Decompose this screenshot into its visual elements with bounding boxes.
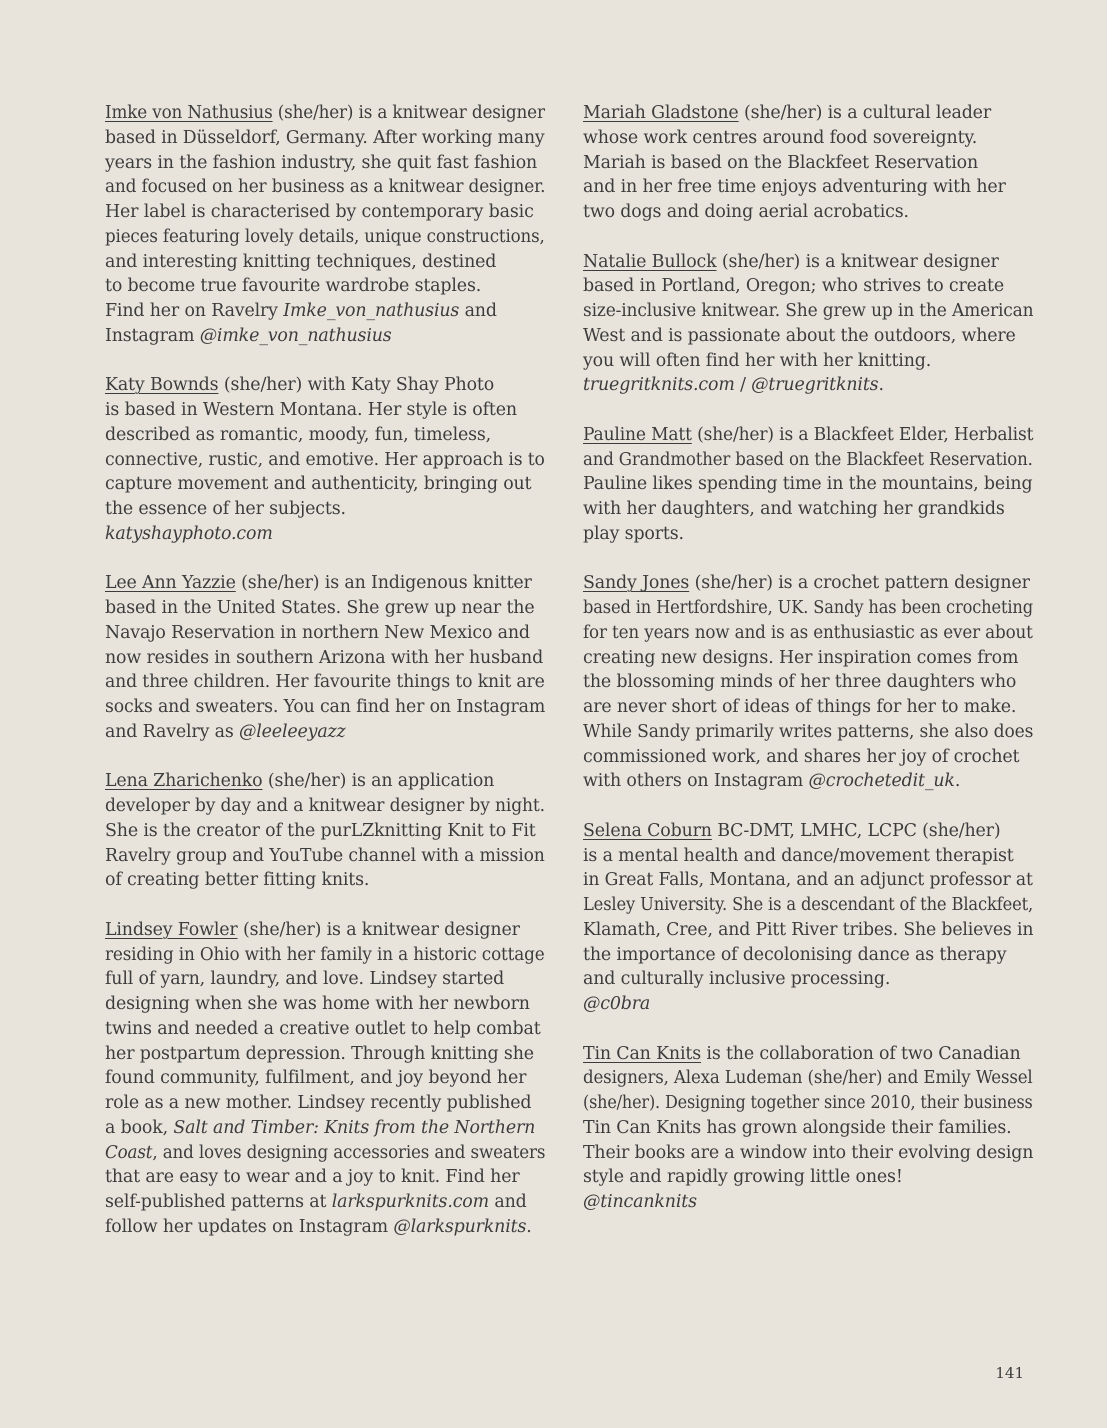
bio-line: [105, 596, 545, 621]
bio-line: [105, 868, 545, 893]
bio-text: follow her updates on Instagram: [105, 1216, 394, 1237]
bio-line: [105, 819, 545, 844]
contributor-bio: [583, 250, 1033, 399]
bio-text: full of yarn, laundry, and love. Lindsey started: [105, 969, 505, 990]
contributor-name: Katy Bownds: [105, 375, 219, 396]
bio-text: in Great Falls, Montana, and an adjunct professor at: [583, 870, 1033, 891]
bio-text: and: [459, 301, 497, 321]
bio-line: [105, 918, 545, 943]
bio-line: [105, 448, 545, 473]
bio-line: [105, 175, 546, 200]
bio-line: [105, 497, 545, 522]
bio-line: [583, 1116, 1033, 1141]
bio-line: [583, 200, 1033, 225]
bio-text: (she/her) is a knitwear designer: [721, 251, 999, 272]
bio-line: [105, 1215, 545, 1240]
bio-line: [105, 720, 545, 745]
bio-line: [105, 101, 545, 126]
page-number: 141: [995, 1364, 1024, 1382]
bio-text: designing when she was home with her newborn: [105, 994, 530, 1014]
bio-line: [583, 448, 1033, 473]
bio-text: that are easy to wear and a joy to knit. Find her: [105, 1167, 520, 1188]
contributor-name: Tin Can Knits: [583, 1043, 702, 1064]
bio-text: (she/her) is a cultural leader: [743, 103, 991, 123]
bio-line: [105, 992, 545, 1017]
bio-text: (she/her) with Katy Shay Photo: [223, 375, 495, 396]
bio-line: [105, 967, 545, 992]
italic-text: larkspurknits.com: [331, 1192, 489, 1212]
italic-text: katyshayphoto.com: [105, 523, 273, 544]
bio-text: pieces featuring lovely details, unique constructions,: [105, 226, 545, 247]
contributor-name: Lee Ann Yazzie: [105, 573, 236, 594]
bio-text: (she/her) is a Blackfeet Elder, Herbalist: [697, 424, 1034, 445]
bio-text: and culturally inclusive processing.: [583, 969, 891, 990]
italic-text: Salt and Timber: Knits from the Northern: [173, 1117, 536, 1138]
bio-line: [105, 522, 545, 547]
bio-line: [583, 695, 1033, 720]
bio-line: [583, 670, 1033, 695]
bio-text: Their books are a window into their evolving design: [583, 1142, 1034, 1163]
contributor-name: Lena Zharichenko: [105, 771, 263, 792]
bio-text: .: [878, 375, 884, 396]
bio-text: capture movement and authenticity, bringing out: [105, 474, 532, 495]
bio-text: a book,: [105, 1117, 174, 1138]
bio-line: [105, 423, 545, 448]
bio-line: [105, 200, 545, 225]
bio-line: [583, 720, 1034, 745]
contributor-bio: [583, 571, 1033, 794]
bio-line: [105, 571, 545, 596]
bio-line: [105, 1190, 545, 1215]
bio-text: (she/her) is a knitwear designer: [277, 103, 545, 123]
bio-text: two dogs and doing aerial acrobatics.: [583, 202, 909, 222]
bio-line: [105, 1116, 545, 1141]
bio-text: for ten years now and is as enthusiastic as ever about: [583, 622, 1033, 643]
bio-text: Her label is characterised by contemporary basic: [105, 202, 534, 222]
bio-text: (she/her) is an application: [267, 771, 495, 792]
contributor-bio: [583, 423, 1033, 547]
bio-text: Klamath, Cree, and Pitt River tribes. She believes in: [583, 919, 1034, 940]
italic-text: Coast: [105, 1142, 153, 1163]
bio-line: [105, 472, 545, 497]
bio-line: [583, 373, 1033, 398]
bio-line: [105, 794, 545, 819]
bio-text: whose work centres around food sovereignty.: [583, 127, 978, 148]
bio-line: [583, 646, 1033, 671]
italic-text: truegritknits.com: [583, 375, 735, 396]
bio-text: to become true favourite wardrobe staples.: [105, 276, 482, 297]
bio-line: [583, 1141, 1032, 1166]
bio-text: Pauline likes spending time in the mountains, being: [583, 474, 1033, 495]
bio-line: [105, 670, 545, 695]
contributor-bio: [105, 769, 545, 893]
bio-text: is the collaboration of two Canadian: [706, 1043, 1021, 1064]
bio-text: the blossoming minds of her three daughters who: [583, 672, 1017, 693]
bio-text: Tin Can Knits has grown alongside their families.: [583, 1117, 1012, 1138]
bio-text: you will often find her with her knitting.: [583, 350, 932, 371]
bio-text: Navajo Reservation in northern New Mexico and: [105, 622, 530, 643]
bio-line: [105, 769, 545, 794]
italic-text: Imke_von_nathusius: [283, 301, 460, 321]
bio-text: based in the United States. She grew up near the: [105, 598, 535, 618]
bio-text: role as a new mother. Lindsey recently published: [105, 1093, 532, 1113]
bio-text: commissioned work, and shares her joy of crochet: [583, 746, 1020, 767]
bio-text: connective, rustic, and emotive. Her approach is to: [105, 449, 545, 470]
bio-line: [583, 299, 1034, 324]
bio-text: found community, fulfilment, and joy beyond her: [105, 1068, 527, 1089]
bio-text: She is the creator of the purLZknitting Knit to Fit: [105, 820, 536, 841]
italic-text: @larkspurknits: [393, 1216, 527, 1237]
bio-line: [105, 324, 545, 349]
bio-line: [583, 423, 1034, 448]
bio-line: [105, 1042, 545, 1067]
bio-line: [105, 1141, 546, 1166]
bio-line: [583, 1190, 1033, 1215]
bio-text: and: [488, 1192, 527, 1212]
bio-text: Lesley University. She is a descendant of the Blackfeet,: [583, 895, 1034, 915]
bio-line: [583, 844, 1033, 869]
bio-line: [583, 1165, 1033, 1190]
bio-line: [583, 1091, 1033, 1116]
bio-line: [583, 868, 1033, 893]
bio-line: [583, 893, 1034, 918]
bio-line: [583, 250, 1033, 275]
bio-text: is based in Western Montana. Her style is often: [105, 400, 517, 420]
bio-text: play sports.: [583, 523, 684, 544]
bio-text: (she/her) is an Indigenous knitter: [241, 573, 532, 594]
bio-line: [105, 1165, 545, 1190]
italic-text: @leeleeyazz: [239, 721, 346, 742]
bio-text: self-published patterns at: [105, 1192, 332, 1212]
contributor-name: Lindsey Fowler: [105, 919, 238, 940]
bio-text: and Ravelry as: [105, 721, 240, 742]
bio-line: [105, 1066, 545, 1091]
contributor-name: Selena Coburn: [583, 820, 712, 841]
bio-line: [105, 844, 545, 869]
bio-line: [583, 126, 1033, 151]
bio-line: [583, 522, 1033, 547]
bio-line: [105, 126, 545, 151]
bio-text: and Grandmother based on the Blackfeet Reservation.: [583, 449, 1033, 470]
bio-text: and focused on her business as a knitwear designer.: [105, 177, 546, 198]
bio-line: [583, 472, 1033, 497]
bio-text: style and rapidly growing little ones!: [583, 1167, 903, 1188]
bio-text: designers, Alexa Ludeman (she/her) and Emily Wessel: [583, 1068, 1033, 1089]
bio-text: BC-DMT, LMHC, LCPC (she/her): [717, 820, 1001, 841]
bio-line: [105, 943, 545, 968]
bio-text: , and loves designing accessories and sweaters: [152, 1142, 546, 1163]
bio-text: is a mental health and dance/movement therapist: [583, 845, 1014, 866]
bio-text: (she/her) is a crochet pattern designer: [694, 573, 1030, 594]
bio-text: and three children. Her favourite things to knit are: [105, 672, 545, 693]
bio-text: developer by day and a knitwear designer by night.: [105, 796, 545, 816]
bio-line: [583, 1066, 1033, 1091]
contributor-name: Mariah Gladstone: [583, 103, 739, 123]
bio-line: [583, 324, 1033, 349]
bio-text: (she/her). Designing together since 2010, their business: [583, 1093, 1033, 1113]
bio-text: of creating better fitting knits.: [105, 870, 370, 891]
bio-text: /: [734, 375, 752, 396]
italic-text: @tincanknits: [583, 1192, 697, 1212]
bio-line: [583, 621, 1033, 646]
bio-line: [105, 274, 545, 299]
bio-text: the importance of decolonising dance as therapy: [583, 944, 1007, 965]
right-column: [583, 101, 1033, 1240]
bio-line: [583, 571, 1033, 596]
bio-text: her postpartum depression. Through knitting she: [105, 1043, 534, 1064]
bio-line: [105, 621, 545, 646]
bio-text: twins and needed a creative outlet to help combat: [105, 1018, 541, 1039]
bio-text: based in Hertfordshire, UK. Sandy has been crocheting: [583, 598, 1033, 618]
contributor-name: Imke von Nathusius: [105, 103, 273, 123]
bio-text: Mariah is based on the Blackfeet Reservation: [583, 152, 978, 173]
bio-line: [583, 992, 1033, 1017]
bio-text: Find her on Ravelry: [105, 301, 284, 321]
bio-line: [105, 225, 545, 250]
bio-text: .: [526, 1216, 532, 1237]
bio-line: [583, 101, 1033, 126]
bio-text: are never short of ideas of things for her to make.: [583, 697, 1017, 717]
bio-text: based in Portland, Oregon; who strives to create: [583, 276, 1005, 297]
italic-text: @imke_von_nathusius: [199, 325, 392, 346]
left-column: [105, 101, 545, 1264]
contributor-name: Pauline Matt: [583, 424, 692, 445]
bio-line: [583, 943, 1033, 968]
bio-line: [105, 695, 546, 720]
bio-text: the essence of her subjects.: [105, 499, 346, 519]
bio-line: [583, 274, 1033, 299]
bio-line: [105, 398, 545, 423]
contributor-bio: [105, 918, 545, 1240]
bio-text: While Sandy primarily writes patterns, she also does: [583, 721, 1034, 742]
bio-text: size-inclusive knitwear. She grew up in the American: [583, 301, 1034, 321]
bio-line: [105, 646, 545, 671]
contributor-bio: [583, 101, 1033, 225]
bio-line: [583, 1042, 1033, 1067]
bio-line: [105, 250, 545, 275]
contributor-name: Natalie Bullock: [583, 251, 717, 272]
bio-line: [105, 299, 545, 324]
contributor-bio: [105, 373, 545, 546]
bio-line: [583, 769, 1033, 794]
contributor-bio: [583, 819, 1033, 1017]
bio-line: [583, 349, 1033, 374]
bio-text: years in the fashion industry, she quit fast fashion: [105, 152, 538, 173]
bio-line: [583, 745, 1033, 770]
bio-line: [105, 1091, 545, 1116]
bio-text: .: [954, 771, 961, 792]
bio-text: now resides in southern Arizona with her husband: [105, 647, 544, 668]
bio-text: Ravelry group and YouTube channel with a mission: [105, 845, 545, 866]
bio-line: [583, 967, 1033, 992]
bio-text: and interesting knitting techniques, destined: [105, 251, 497, 272]
italic-text: @truegritknits: [751, 375, 879, 396]
bio-text: Instagram: [105, 325, 200, 346]
bio-text: socks and sweaters. You can find her on Instagram: [105, 697, 546, 717]
bio-text: with her daughters, and watching her grandkids: [583, 499, 1005, 519]
contributor-bio: [583, 1042, 1033, 1215]
bio-text: residing in Ohio with her family in a historic cottage: [105, 944, 545, 965]
bio-text: and in her free time enjoys adventuring with her: [583, 177, 1006, 198]
bio-line: [583, 819, 1033, 844]
contributor-name: Sandy Jones: [583, 573, 690, 594]
bio-line: [105, 151, 545, 176]
bio-line: [105, 1017, 545, 1042]
bio-text: described as romantic, moody, fun, timeless,: [105, 424, 492, 445]
bio-line: [105, 373, 545, 398]
bio-line: [583, 918, 1034, 943]
bio-line: [583, 175, 1033, 200]
italic-text: @c0bra: [583, 994, 651, 1014]
bio-text: creating new designs. Her inspiration comes from: [583, 647, 1019, 668]
bio-text: based in Düsseldorf, Germany. After working many: [105, 127, 545, 148]
bio-text: West and is passionate about the outdoors, where: [583, 325, 1016, 346]
bio-line: [583, 497, 1033, 522]
bio-line: [583, 151, 1033, 176]
bio-line: [583, 596, 1033, 621]
bio-text: with others on Instagram: [583, 771, 809, 792]
italic-text: @crochetedit_uk: [808, 771, 955, 792]
bio-text: (she/her) is a knitwear designer: [242, 919, 520, 940]
contributor-bio: [105, 571, 545, 744]
contributor-bio: [105, 101, 545, 349]
